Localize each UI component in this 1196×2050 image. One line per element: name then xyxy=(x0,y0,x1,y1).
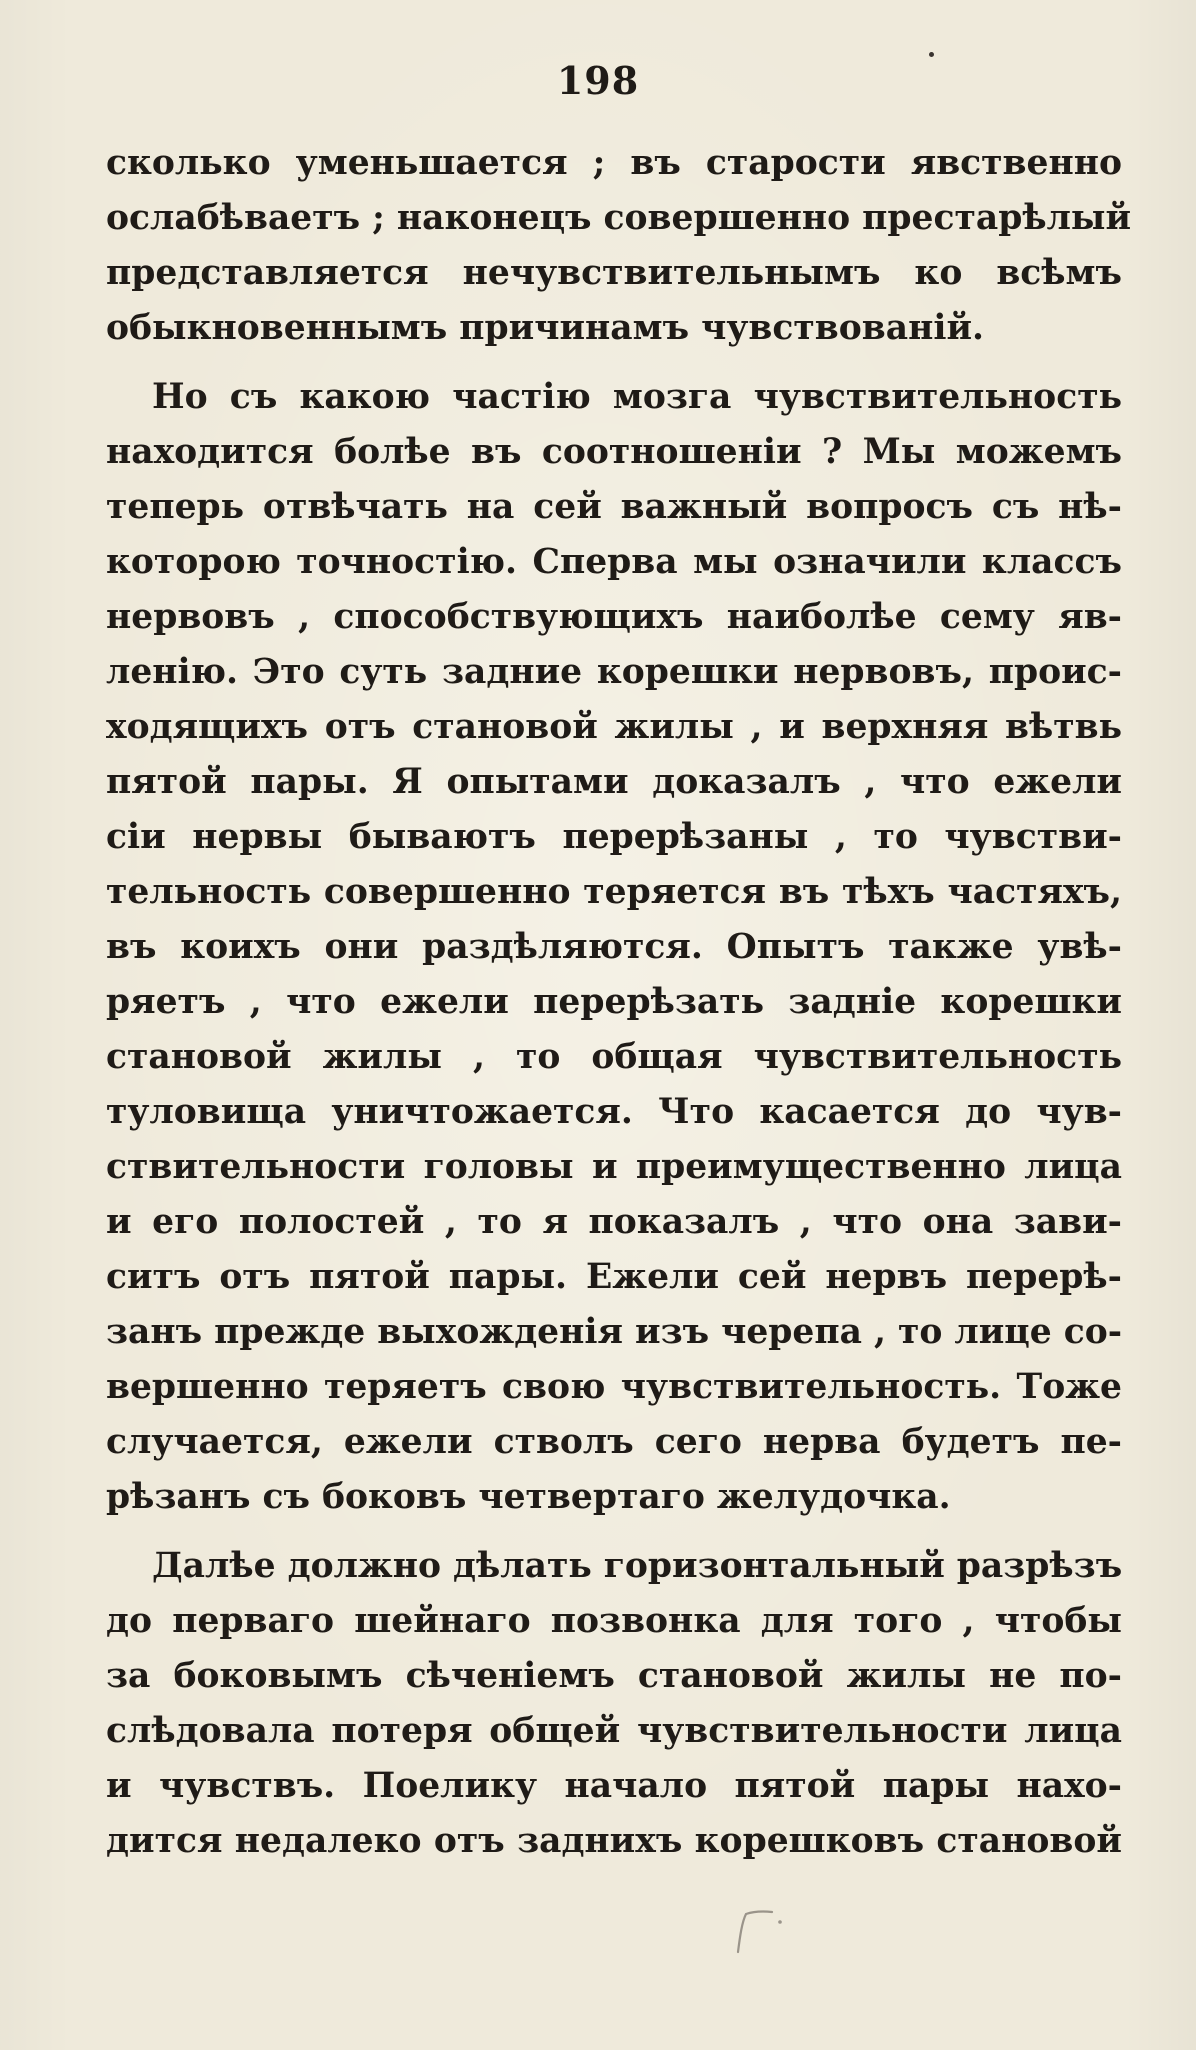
text-line: ленiю. Это суть задние корешки нервовъ, проис- xyxy=(106,652,1122,692)
text-line: Но съ какою частiю мозга чувствительность xyxy=(152,377,1122,417)
pencil-marginalia-mark xyxy=(720,1900,790,1970)
text-line: ходящихъ отъ становой жилы , и верхняя вѣтвь xyxy=(106,707,1122,747)
text-line: нервовъ , способствующихъ наиболѣе сему яв- xyxy=(106,597,1122,637)
text-line: до перваго шейнаго позвонка для того , чтобы xyxy=(106,1601,1122,1641)
text-line: за боковымъ сѣченiемъ становой жилы не по- xyxy=(106,1656,1122,1696)
text-line: ряетъ , что ежели перерѣзать заднiе корешки xyxy=(106,982,1122,1022)
text-line: теперь отвѣчать на сей важный вопросъ съ нѣ- xyxy=(106,487,1122,527)
text-line: ствительности головы и преимущественно лица xyxy=(106,1147,1122,1187)
text-line: вершенно теряетъ свою чувствительность. Тоже xyxy=(106,1367,1122,1407)
text-line: становой жилы , то общая чувствительность xyxy=(106,1037,1122,1077)
text-line: занъ прежде выхожденiя изъ черепа , то лице со- xyxy=(106,1312,1123,1352)
text-line: находится болѣе въ соотношенiи ? Мы можемъ xyxy=(106,432,1122,472)
text-line: и чувствъ. Поелику начало пятой пары нахо- xyxy=(106,1766,1122,1806)
text-line: сколько уменьшается ; въ старости явственно xyxy=(106,143,1122,183)
text-line: слѣдовала потеря общей чувствительности лица xyxy=(106,1711,1122,1751)
text-line: Далѣе должно дѣлать горизонтальный разрѣзъ xyxy=(152,1546,1123,1586)
text-line: и его полостей , то я показалъ , что она зави- xyxy=(106,1202,1122,1242)
text-line: рѣзанъ съ боковъ четвертаго желудочка. xyxy=(106,1477,951,1517)
paragraph-2 xyxy=(106,370,1122,1525)
text-line: представляется нечувствительнымъ ко всѣмъ xyxy=(106,253,1122,293)
text-line: туловища уничтожается. Что касается до чув- xyxy=(106,1092,1122,1132)
text-line: дится недалеко отъ заднихъ корешковъ становой xyxy=(106,1821,1122,1861)
text-line: сiи нервы бываютъ перерѣзаны , то чувстви- xyxy=(106,817,1122,857)
paragraph-1 xyxy=(106,136,1132,356)
text-line: ситъ отъ пятой пары. Ежели сей нервъ перерѣ- xyxy=(106,1257,1122,1297)
text-line: тельность совершенно теряется въ тѣхъ частяхъ, xyxy=(106,872,1122,912)
text-line: ослабѣваетъ ; наконецъ совершенно престарѣлый xyxy=(106,198,1132,238)
text-line: которою точностiю. Сперва мы означили классъ xyxy=(106,542,1122,582)
text-line: въ коихъ они раздѣляются. Опытъ также увѣ- xyxy=(106,927,1122,967)
body-text xyxy=(106,136,1132,1869)
text-line: случается, ежели стволъ сего нерва будетъ пе- xyxy=(106,1422,1122,1462)
page-number: 198 xyxy=(556,58,640,103)
text-line: обыкновеннымъ причинамъ чувствованiй. xyxy=(106,308,985,348)
text-line: пятой пары. Я опытами доказалъ , что ежели xyxy=(106,762,1122,802)
ink-speck xyxy=(929,52,934,57)
paragraph-3 xyxy=(106,1539,1122,1869)
